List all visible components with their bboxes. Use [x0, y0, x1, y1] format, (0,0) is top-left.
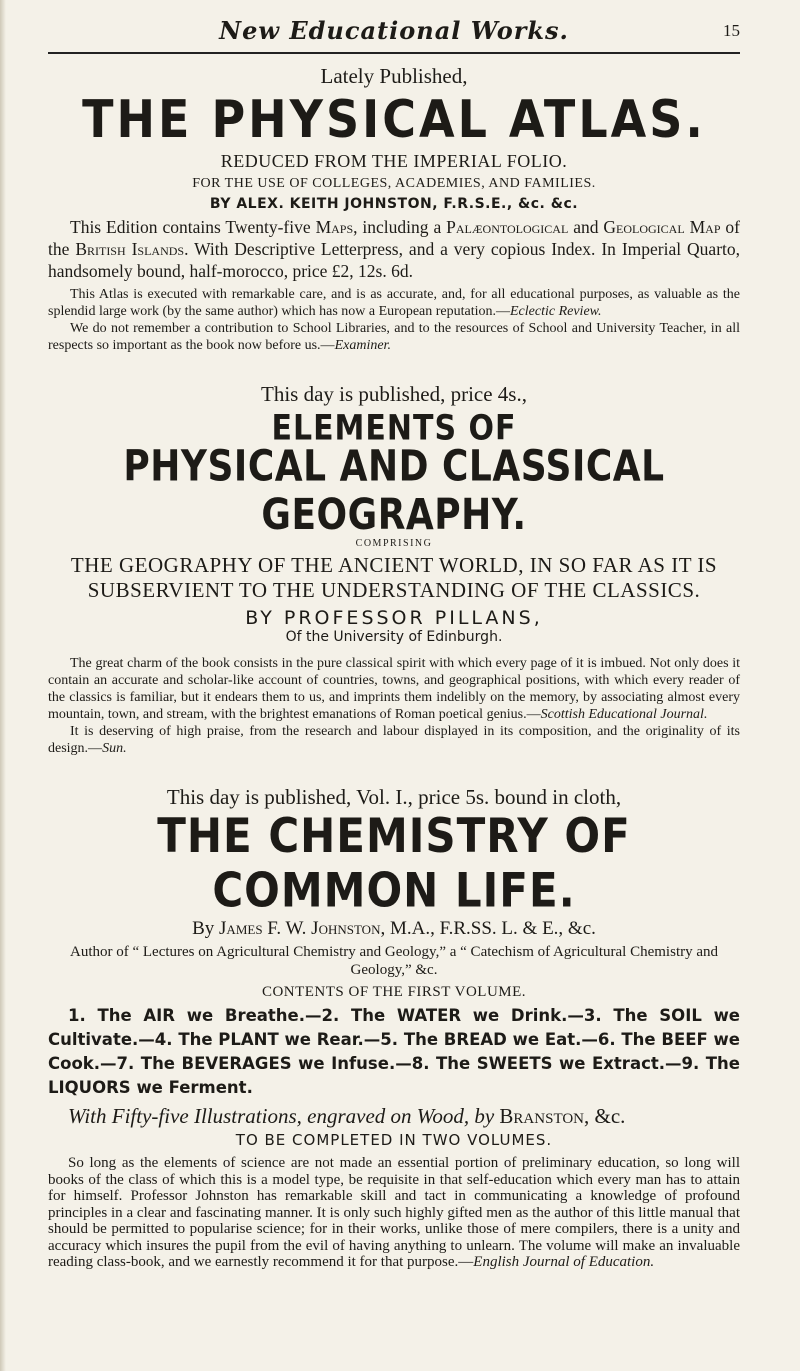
geography-review-1-text: The great charm of the book consists in the pure classical spirit with which every page of it is imbued. Not only does it contain an accurate and scholar-like account of countries, towns, and geographical positions, with which every reader of the classics is familiar, but it endears them to us, and imprints them indelibly on the memory, by associating almost every mountain, town, and stream, with the brightest emanations of Roman poetical genius.— — [48, 656, 740, 723]
atlas-description — [48, 216, 740, 282]
geography-review-1-source: Scottish Educational Journal. — [540, 707, 708, 723]
geography-review-2-text: It is deserving of high praise, from the research and labour displayed in its composition, and the originality of its design.— — [48, 724, 740, 757]
chemistry-contents-heading: CONTENTS OF THE FIRST VOLUME. — [261, 984, 527, 1001]
geography-title-2: PHYSICAL AND CLASSICAL GEOGRAPHY. — [123, 442, 665, 540]
chemistry-author-of: Author of “ Lectures on Agricultural Chemistry and Geology,” a “ Catechism of Agricultural Chemistry and Geology,” &c. — [69, 944, 719, 979]
atlas-desc-palaeo: Palæontological — [446, 217, 569, 238]
geography-affiliation: Of the University of Edinburgh. — [285, 629, 503, 646]
atlas-review-2-source: Examiner. — [334, 338, 391, 354]
chemistry-completion: TO BE COMPLETED IN TWO VOLUMES. — [235, 1131, 553, 1150]
atlas-reduced: REDUCED FROM THE IMPERIAL FOLIO. — [220, 151, 568, 172]
section-gap — [48, 354, 740, 376]
atlas-lately: Lately Published, — [320, 64, 468, 88]
chemistry-title: THE CHEMISTRY OF COMMON LIFE. — [157, 808, 631, 919]
geography-comprising: COMPRISING — [355, 538, 433, 550]
chemistry-illustrator: Branston — [499, 1104, 584, 1129]
chemistry-review-source: English Journal of Education. — [473, 1254, 655, 1271]
geography-subtitle: THE GEOGRAPHY OF THE ANCIENT WORLD, IN SO FAR AS IT IS SUBSERVIENT TO THE UNDERSTANDING OF THE CLASSICS. — [70, 553, 718, 603]
page-edge — [0, 0, 6, 1371]
chemistry-author: James F. W. Johnston — [219, 918, 381, 940]
atlas-desc-maps: Maps — [315, 217, 354, 238]
atlas-review-1-source: Eclectic Review. — [510, 304, 602, 320]
atlas-desc-e: . With Descriptive Letterpress, and a very copious Index. In Imperial Quarto, handsomely bound, half-morocco, price £2, 12s. 6d. — [48, 239, 741, 282]
geography-review-2 — [48, 723, 740, 757]
chemistry-intro: This day is published, Vol. I., price 5s. bound in cloth, — [166, 785, 622, 810]
chemistry-illustrations-text: With Fifty-five Illustrations, engraved on Wood, by — [68, 1104, 500, 1129]
geography-review-1 — [48, 655, 740, 723]
geography-title-1: ELEMENTS OF — [271, 408, 517, 449]
chemistry-by: By — [192, 918, 220, 940]
atlas-review-2 — [48, 320, 740, 354]
chemistry-review-text: So long as the elements of science are not made an essential portion of preliminary education, so long will books of the class of which this is a model type, be requisite in that self-education which every man has to attain for himself. Professor Johnston has remarkable skill and tact in communicating a knowledge of profound principles in a clear and fascinating manner. It is only such highly gifted men as the author of this little manual that should be permitted to popularise science; for in their works, unlike those of mere compilers, there is a unity and accuracy which insures the pupil from the evil of having anything to unlearn. The volume will make an invaluable reading class-book, and we earnestly recommend it for that purpose.— — [48, 1155, 740, 1271]
chemistry-illustrations — [48, 1104, 740, 1129]
atlas-desc-d: of the — [48, 217, 740, 260]
section-gap — [48, 757, 740, 779]
atlas-desc-brit: British Islands — [75, 239, 185, 260]
running-head — [48, 8, 740, 54]
atlas-author: BY ALEX. KEITH JOHNSTON, F.R.S.E., &c. &c. — [209, 196, 579, 213]
geography-author: BY PROFESSOR PILLANS, — [245, 607, 543, 630]
running-title: New Educational Works. — [219, 16, 569, 45]
atlas-review-2-text: We do not remember a contribution to School Libraries, and to the resources of School and University Teacher, in all respects so important as the book now before us.— — [48, 321, 740, 354]
chemistry-author-rest: , M.A., F.R.SS. L. & E., &c. — [380, 918, 596, 940]
geography-intro: This day is published, price 4s., — [261, 382, 527, 407]
chemistry-review — [48, 1155, 740, 1271]
chemistry-byline — [48, 918, 740, 940]
atlas-desc-b: , including a — [353, 217, 447, 238]
atlas-desc-geo: Geological Map — [603, 217, 721, 238]
geography-advert — [48, 382, 740, 757]
atlas-desc-c: and — [568, 217, 604, 238]
atlas-review-1-text: This Atlas is executed with remarkable care, and is as accurate, and, for all educational purposes, as valuable as the splendid large work (by the same author) which has now a European reputation.— — [48, 287, 740, 320]
geography-review-2-source: Sun. — [102, 741, 127, 757]
atlas-use: FOR THE USE OF COLLEGES, ACADEMIES, AND FAMILIES. — [192, 176, 596, 192]
atlas-title: THE PHYSICAL ATLAS. — [82, 88, 706, 150]
chemistry-illustrations-end: , &c. — [584, 1104, 626, 1129]
chemistry-contents: 1. The AIR we Breathe.—2. The WATER we Drink.—3. The SOIL we Cultivate.—4. The PLANT we Rear.—5. The BREAD we Eat.—6. The BEEF we Cook.—7. The BEVERAGES we Infuse.—8. The SWEETS we Extract.—9. The LIQUORS we Ferment. — [48, 1006, 740, 1098]
atlas-desc-a: This Edition contains Twenty-five — [70, 217, 316, 238]
page-number: 15 — [723, 21, 740, 40]
atlas-advert — [48, 64, 740, 354]
atlas-review-1 — [48, 286, 740, 320]
chemistry-advert — [48, 785, 740, 1271]
